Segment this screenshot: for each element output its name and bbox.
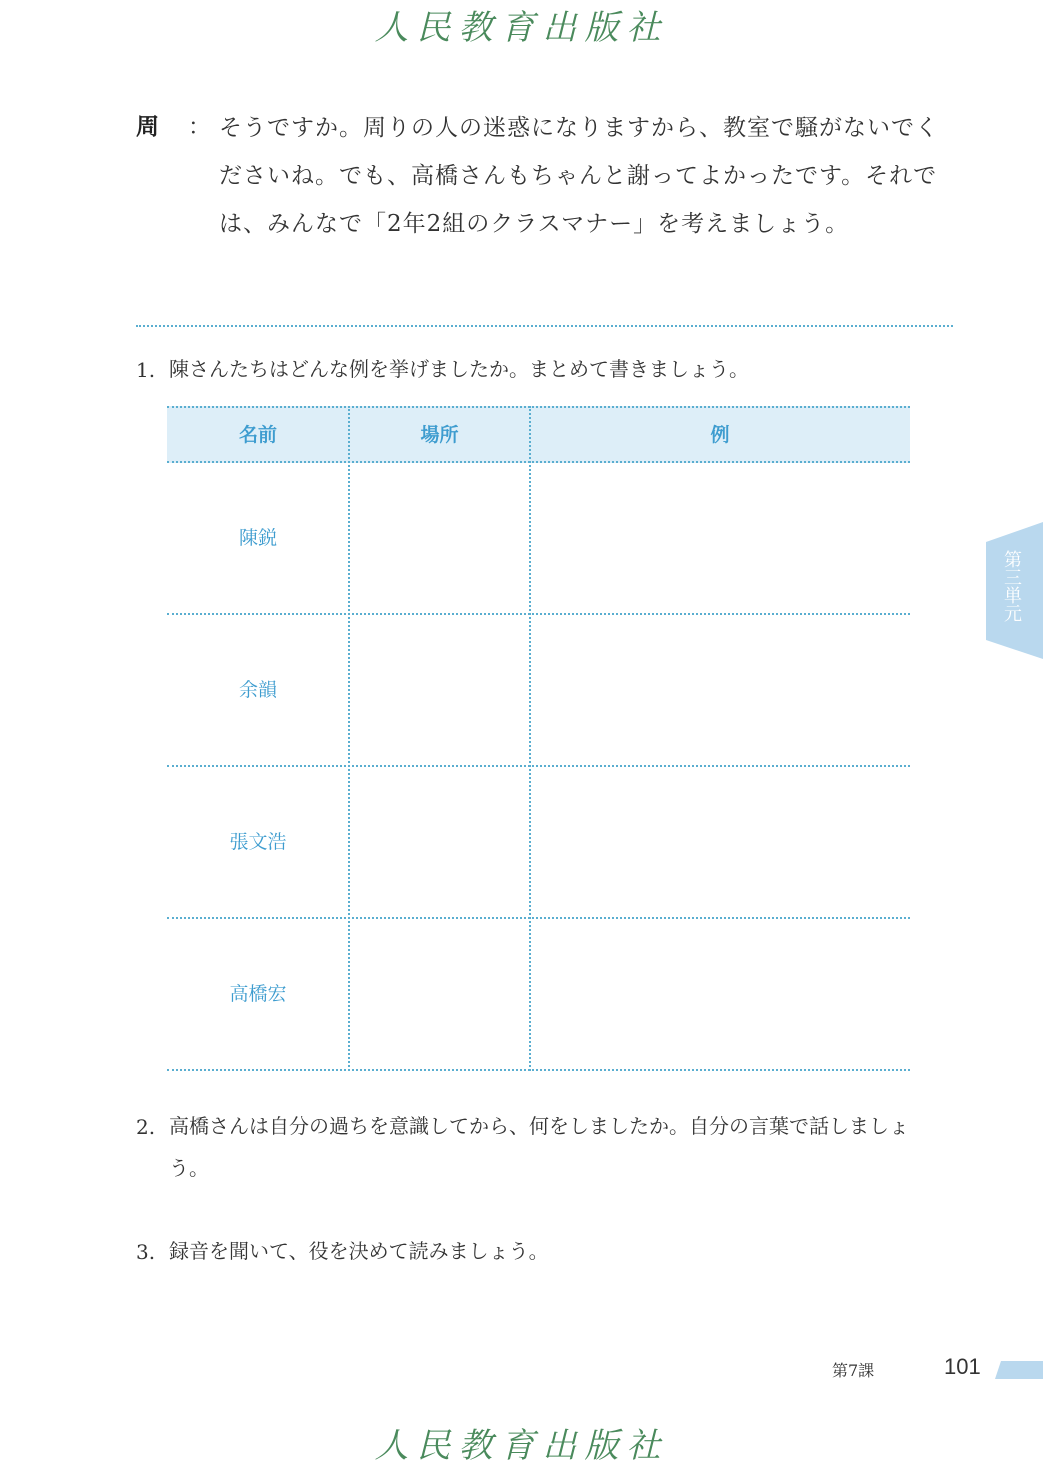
speech-text: そうですか。周りの人の迷惑になりますから、教室で騒がないでくださいね。でも、高橋さんもちゃんと謝ってよかったです。それでは、みんなで「2年2組のクラスマナー」を考えましょう。 — [219, 115, 939, 237]
examples-table — [167, 406, 910, 1071]
question-text: 録音を聞いて、役を決めて読みましょう。 — [169, 1239, 549, 1263]
table-row — [167, 767, 910, 919]
header-example: 例 — [710, 424, 730, 446]
column-divider — [348, 406, 350, 1071]
table-row — [167, 463, 910, 615]
table-row — [167, 615, 910, 767]
lesson-label: 第7課 — [832, 1361, 875, 1380]
name-cell: 余韻 — [238, 679, 277, 701]
side-tab-label: 第三単元 — [1001, 550, 1022, 622]
name-cell: 陳鋭 — [238, 527, 277, 549]
name-cell: 高橋宏 — [229, 983, 287, 1005]
name-cell: 張文浩 — [229, 831, 287, 853]
question-text: 高橋さんは自分の過ちを意識してから、何をしましたか。自分の言葉で話しましょう。 — [169, 1114, 909, 1180]
speaker-colon: ： — [188, 114, 211, 140]
question-text: 陳さんたちはどんな例を挙げましたか。まとめて書きましょう。 — [169, 357, 749, 381]
question-number: 1. — [136, 358, 156, 382]
section-divider — [136, 325, 953, 327]
unit-side-tab — [986, 522, 1043, 659]
table-row — [167, 919, 910, 1071]
table-header — [167, 406, 910, 463]
question-number: 3. — [136, 1240, 156, 1264]
publisher-logo-top: 人民教育出版社 — [374, 8, 669, 48]
publisher-logo-bottom: 人民教育出版社 — [374, 1426, 669, 1466]
footer-bar — [995, 1361, 1043, 1379]
column-divider — [529, 406, 531, 1071]
page-number: 101 — [944, 1354, 981, 1379]
header-place: 場所 — [420, 424, 459, 446]
speaker-name: 周 — [136, 113, 159, 140]
header-name: 名前 — [238, 424, 277, 446]
question-number: 2. — [136, 1115, 156, 1139]
